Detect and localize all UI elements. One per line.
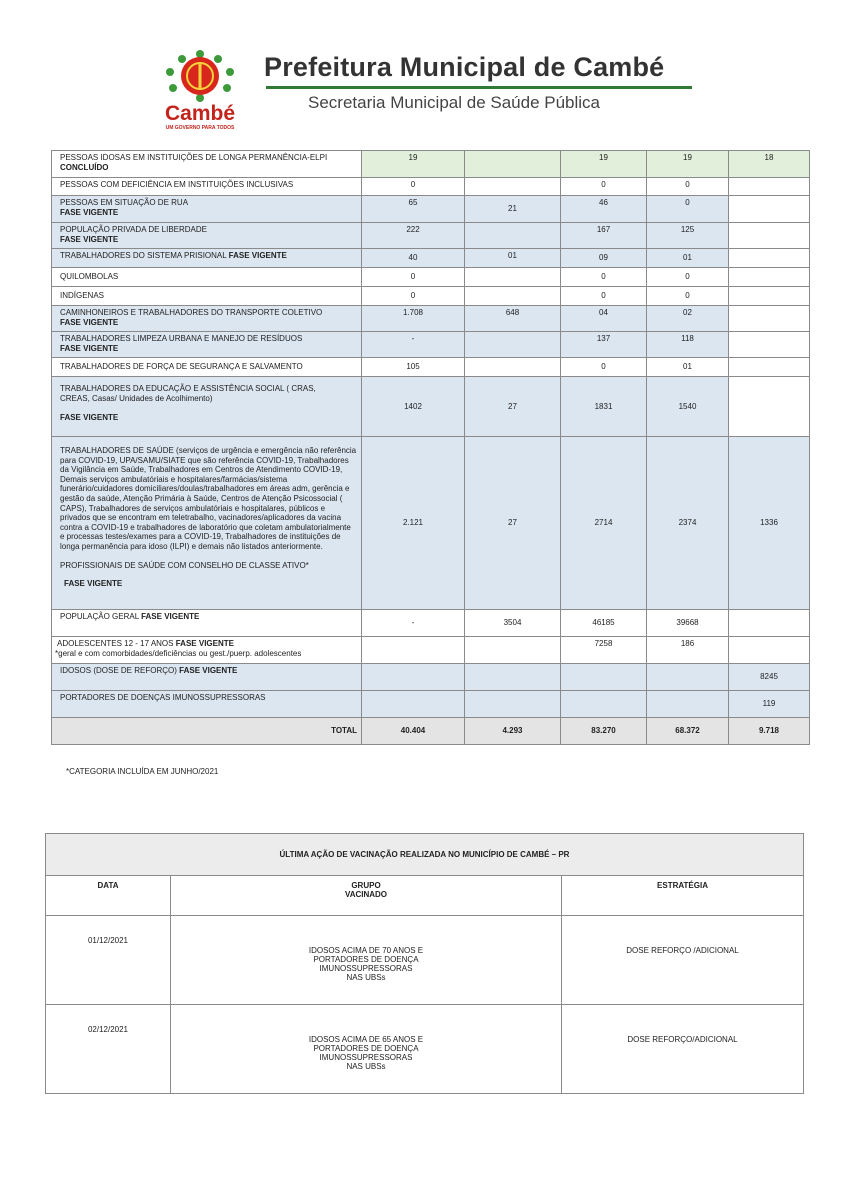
cell-single-dose: 3504 bbox=[465, 610, 561, 637]
vac-group-line: NAS UBSs bbox=[346, 973, 386, 982]
vac-header-strategy: ESTRATÉGIA bbox=[562, 876, 804, 916]
cell-dose3: 118 bbox=[647, 332, 729, 358]
category-footnote: *CATEGORIA INCLUÍDA EM JUNHO/2021 bbox=[66, 767, 219, 776]
cell-dose2: 46185 bbox=[561, 610, 647, 637]
cell-booster bbox=[729, 223, 810, 249]
cell-dose3: 1540 bbox=[647, 377, 729, 437]
table-row bbox=[52, 332, 810, 358]
table-row bbox=[52, 664, 810, 691]
title-divider bbox=[266, 86, 692, 89]
cell-dose3: 0 bbox=[647, 268, 729, 287]
row-status: FASE VIGENTE bbox=[179, 666, 238, 675]
row-status: FASE VIGENTE bbox=[228, 251, 287, 260]
cell-booster: 119 bbox=[729, 691, 810, 718]
cell-dose1: 65 bbox=[362, 196, 465, 223]
cell-dose3 bbox=[647, 664, 729, 691]
table-row bbox=[52, 437, 810, 610]
cell-dose3: 19 bbox=[647, 151, 729, 178]
total-booster: 9.718 bbox=[729, 718, 810, 745]
vac-group-line: IDOSOS ACIMA DE 70 ANOS E bbox=[308, 946, 424, 955]
cell-dose2: 04 bbox=[561, 306, 647, 332]
table-row bbox=[52, 268, 810, 287]
page-title: Prefeitura Municipal de Cambé bbox=[264, 52, 665, 82]
cell-dose3: 02 bbox=[647, 306, 729, 332]
vac-group-line: IDOSOS ACIMA DE 65 ANOS E bbox=[308, 1035, 424, 1044]
row-label: ADOLESCENTES 12 - 17 ANOS bbox=[57, 639, 174, 648]
page-subtitle: Secretaria Municipal de Saúde Pública bbox=[308, 93, 601, 112]
cell-dose3: 0 bbox=[647, 287, 729, 306]
cell-dose1: 2.121 bbox=[362, 437, 465, 610]
cell-dose1: 222 bbox=[362, 223, 465, 249]
cell-dose2: 0 bbox=[561, 178, 647, 196]
total-single-dose: 4.293 bbox=[465, 718, 561, 745]
row-label: POPULAÇÃO PRIVADA DE LIBERDADE bbox=[60, 225, 208, 234]
cell-single-dose bbox=[465, 664, 561, 691]
cell-booster bbox=[729, 249, 810, 268]
row-label: CAMINHONEIROS E TRABALHADORES DO TRANSPORTE COLETIVO bbox=[60, 308, 323, 317]
row-label: TRABALHADORES DE FORÇA DE SEGURANÇA E SALVAMENTO bbox=[52, 358, 362, 377]
vac-header-group-2: VACINADO bbox=[344, 890, 388, 899]
cell-dose1 bbox=[362, 691, 465, 718]
page-header bbox=[0, 0, 850, 145]
row-label: PESSOAS IDOSAS EM INSTITUIÇÕES DE LONGA PERMANÊNCIA-ELPI bbox=[60, 153, 328, 162]
row-status: FASE VIGENTE bbox=[141, 612, 200, 621]
table-row bbox=[52, 377, 810, 437]
cell-booster bbox=[729, 610, 810, 637]
vac-group-line: IMUNOSSUPRESSORAS bbox=[319, 964, 413, 973]
total-dose1: 40.404 bbox=[362, 718, 465, 745]
cell-booster bbox=[729, 196, 810, 223]
row-status: FASE VIGENTE bbox=[60, 413, 119, 422]
cell-dose3: 01 bbox=[647, 249, 729, 268]
row-label: TRABALHADORES DE SAÚDE (serviços de urgência e emergência não referência para COVID-19, UPA/SAMU/SIATE que são referência COVID-19, Trabalhadores da Vigilância em Saúde, Trabalhadores em Centros de Atendimento COVID-19, Demais serviços ambulatóriais e hospitalares/farmácias/sistema funerário/cuidadores domiciliares/doulas/trabalhadores em áreas adm, gerência e gestão da saúde, Atenção Primária à Saúde, Centros de Atenção Psicossocial ( CAPS), Trabalhadores de serviços ambulatóriais e hospitalares, públicos e privados que se encontram em teletrabalho, vacinadores/aplicadores da vacina contra a COVID-19 e trabalhadores de laboratório que coletam ambulatorialmente e processas testes/exames para a COVID-19, Trabalhadores de instituições de longa permanência para idoso (ILPI) e demais não listados anteriormente. bbox=[60, 446, 357, 551]
total-row bbox=[52, 718, 810, 745]
cell-single-dose bbox=[465, 151, 561, 178]
table-row bbox=[52, 610, 810, 637]
cell-dose2: 0 bbox=[561, 287, 647, 306]
table-row bbox=[52, 306, 810, 332]
row-status: FASE VIGENTE bbox=[175, 639, 234, 648]
vaccination-groups-table bbox=[51, 150, 810, 745]
vac-header-row bbox=[46, 876, 804, 916]
logo-emblem-icon bbox=[150, 48, 250, 104]
row-label: IDOSOS (DOSE DE REFORÇO) bbox=[60, 666, 177, 675]
table-row bbox=[52, 637, 810, 664]
vac-row bbox=[46, 916, 804, 1005]
cell-booster: 8245 bbox=[729, 664, 810, 691]
cell-booster: 18 bbox=[729, 151, 810, 178]
cell-single-dose bbox=[465, 358, 561, 377]
row-label-professionals: PROFISSIONAIS DE SAÚDE COM CONSELHO DE CLASSE ATIVO* bbox=[60, 560, 309, 570]
cell-dose3: 39668 bbox=[647, 610, 729, 637]
cell-dose2: 46 bbox=[561, 196, 647, 223]
vac-strategy: DOSE REFORÇO /ADICIONAL bbox=[562, 916, 804, 1005]
cell-dose1: 0 bbox=[362, 287, 465, 306]
vac-group-line: NAS UBSs bbox=[346, 1062, 386, 1071]
cell-dose1: 0 bbox=[362, 178, 465, 196]
cell-dose2: 137 bbox=[561, 332, 647, 358]
row-label: INDÍGENAS bbox=[52, 287, 362, 306]
cell-booster bbox=[729, 377, 810, 437]
vac-header-group: GRUPO bbox=[351, 881, 381, 890]
cell-dose1: 40 bbox=[362, 249, 465, 268]
cell-dose2: 2714 bbox=[561, 437, 647, 610]
total-label: TOTAL bbox=[52, 718, 362, 745]
cell-dose2: 7258 bbox=[561, 637, 647, 664]
row-status: FASE VIGENTE bbox=[60, 344, 119, 353]
cell-booster bbox=[729, 287, 810, 306]
vac-group-line: PORTADORES DE DOENÇA bbox=[313, 955, 419, 964]
cell-dose3: 2374 bbox=[647, 437, 729, 610]
table-row bbox=[52, 196, 810, 223]
logo-name: Cambé bbox=[164, 102, 236, 125]
cell-dose2: 167 bbox=[561, 223, 647, 249]
row-sublabel: *geral e com comorbidades/deficiências ou gest./puerp. adolescentes bbox=[55, 649, 302, 658]
logo-tagline: UM GOVERNO PARA TODOS bbox=[165, 125, 235, 131]
cell-dose2: 0 bbox=[561, 268, 647, 287]
cell-dose3: 186 bbox=[647, 637, 729, 664]
cell-dose3: 0 bbox=[647, 178, 729, 196]
cell-booster bbox=[729, 178, 810, 196]
cell-single-dose bbox=[465, 332, 561, 358]
cell-booster bbox=[729, 358, 810, 377]
cell-single-dose: 01 bbox=[465, 249, 561, 268]
row-label: TRABALHADORES LIMPEZA URBANA E MANEJO DE RESÍDUOS bbox=[60, 334, 303, 343]
row-label: TRABALHADORES DA EDUCAÇÃO E ASSISTÊNCIA SOCIAL ( CRAS, CREAS, Casas/ Unidades de Acolhimento) bbox=[60, 384, 316, 403]
table-row bbox=[52, 691, 810, 718]
total-dose2: 83.270 bbox=[561, 718, 647, 745]
row-status: FASE VIGENTE bbox=[64, 579, 123, 589]
cell-booster bbox=[729, 306, 810, 332]
cell-booster bbox=[729, 637, 810, 664]
vac-date: 01/12/2021 bbox=[46, 916, 171, 1005]
vac-table-title: ÚLTIMA AÇÃO DE VACINAÇÃO REALIZADA NO MUNICÍPIO DE CAMBÉ – PR bbox=[46, 834, 804, 876]
cell-dose2: 0 bbox=[561, 358, 647, 377]
cell-dose2 bbox=[561, 691, 647, 718]
cell-booster bbox=[729, 268, 810, 287]
cell-dose1: 1.708 bbox=[362, 306, 465, 332]
table-row bbox=[52, 178, 810, 196]
cell-dose2: 09 bbox=[561, 249, 647, 268]
row-label: TRABALHADORES DO SISTEMA PRISIONAL bbox=[60, 251, 227, 260]
row-label: PESSOAS EM SITUAÇÃO DE RUA bbox=[60, 198, 189, 207]
table-row bbox=[52, 223, 810, 249]
vac-date: 02/12/2021 bbox=[46, 1005, 171, 1094]
cell-dose3: 01 bbox=[647, 358, 729, 377]
row-status: FASE VIGENTE bbox=[60, 235, 119, 244]
cambe-logo bbox=[150, 48, 250, 138]
total-dose3: 68.372 bbox=[647, 718, 729, 745]
cell-dose3 bbox=[647, 691, 729, 718]
cell-single-dose bbox=[465, 637, 561, 664]
cell-dose1: 105 bbox=[362, 358, 465, 377]
cell-dose1: 19 bbox=[362, 151, 465, 178]
cell-dose1: - bbox=[362, 332, 465, 358]
cell-single-dose: 21 bbox=[465, 196, 561, 223]
cell-dose1: - bbox=[362, 610, 465, 637]
cell-dose1 bbox=[362, 664, 465, 691]
cell-dose1: 0 bbox=[362, 268, 465, 287]
row-status: CONCLUÍDO bbox=[60, 163, 109, 172]
row-label: PORTADORES DE DOENÇAS IMUNOSSUPRESSORAS bbox=[52, 691, 362, 718]
cell-dose3: 125 bbox=[647, 223, 729, 249]
cell-single-dose: 27 bbox=[465, 377, 561, 437]
cell-dose3: 0 bbox=[647, 196, 729, 223]
cell-dose1: 1402 bbox=[362, 377, 465, 437]
vac-row bbox=[46, 1005, 804, 1094]
vac-group-line: IMUNOSSUPRESSORAS bbox=[319, 1053, 413, 1062]
cell-dose2: 1831 bbox=[561, 377, 647, 437]
cell-single-dose bbox=[465, 178, 561, 196]
cell-single-dose bbox=[465, 268, 561, 287]
vac-header-date: DATA bbox=[46, 876, 171, 916]
row-status: FASE VIGENTE bbox=[60, 318, 119, 327]
row-label: QUILOMBOLAS bbox=[52, 268, 362, 287]
cell-single-dose bbox=[465, 287, 561, 306]
vac-group-line: PORTADORES DE DOENÇA bbox=[313, 1044, 419, 1053]
table-row bbox=[52, 287, 810, 306]
table-row bbox=[52, 151, 810, 178]
row-status: FASE VIGENTE bbox=[60, 208, 119, 217]
vac-title-row bbox=[46, 834, 804, 876]
cell-dose1 bbox=[362, 637, 465, 664]
cell-single-dose bbox=[465, 223, 561, 249]
cell-dose2: 19 bbox=[561, 151, 647, 178]
last-vaccination-table bbox=[45, 833, 804, 1094]
cell-single-dose: 648 bbox=[465, 306, 561, 332]
vac-strategy: DOSE REFORÇO/ADICIONAL bbox=[562, 1005, 804, 1094]
cell-single-dose: 27 bbox=[465, 437, 561, 610]
row-label: POPULAÇÃO GERAL bbox=[60, 612, 139, 621]
cell-single-dose bbox=[465, 691, 561, 718]
cell-booster bbox=[729, 332, 810, 358]
cell-dose2 bbox=[561, 664, 647, 691]
table-row bbox=[52, 249, 810, 268]
cell-booster: 1336 bbox=[729, 437, 810, 610]
row-label: PESSOAS COM DEFICIÊNCIA EM INSTITUIÇÕES INCLUSIVAS bbox=[52, 178, 362, 196]
table-row bbox=[52, 358, 810, 377]
